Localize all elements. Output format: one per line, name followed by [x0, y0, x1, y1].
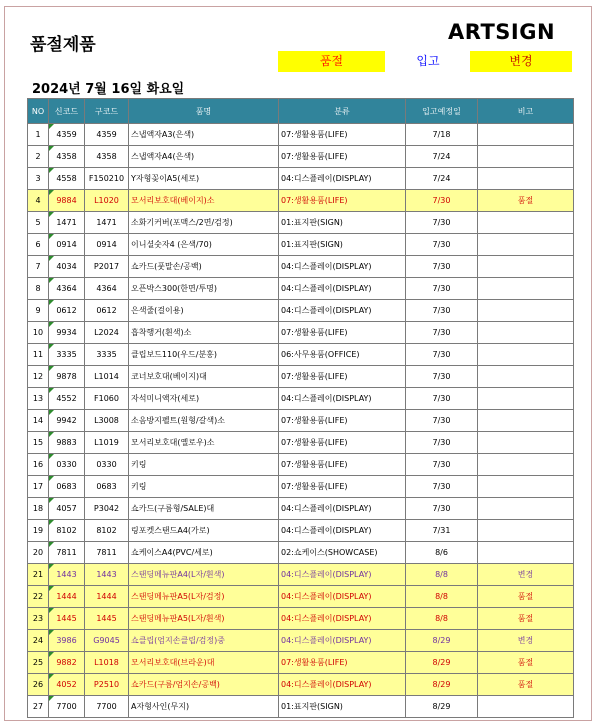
- cell-restock-date: 7/30: [406, 278, 478, 300]
- cell-new-code: 4358: [49, 146, 85, 168]
- cell-category: 04:디스플레이(DISPLAY): [279, 674, 406, 696]
- cell-restock-date: 7/30: [406, 256, 478, 278]
- table-header-row: [28, 99, 574, 124]
- cell-new-code: 1471: [49, 212, 85, 234]
- cell-new-code: 4034: [49, 256, 85, 278]
- cell-product-name: 쇼카드(구름형/SALE)대: [129, 498, 279, 520]
- cell-note: [478, 432, 574, 454]
- cell-category: 07:생활용품(LIFE): [279, 432, 406, 454]
- cell-new-code: 9882: [49, 652, 85, 674]
- cell-product-name: 이니셜숫자4 (은색/70): [129, 234, 279, 256]
- cell-note: 품절: [478, 608, 574, 630]
- col-header-restock-date: 입고예정일: [406, 99, 478, 124]
- legend-soldout: 품절: [278, 51, 385, 72]
- cell-product-name: 쇼클립(엄지손클립/검정)중: [129, 630, 279, 652]
- cell-restock-date: 7/30: [406, 234, 478, 256]
- cell-old-code: 3335: [85, 344, 129, 366]
- cell-category: 07:생활용품(LIFE): [279, 146, 406, 168]
- cell-new-code: 9884: [49, 190, 85, 212]
- cell-note: [478, 410, 574, 432]
- cell-new-code: 0330: [49, 454, 85, 476]
- table-row: [28, 608, 574, 630]
- cell-note: [478, 322, 574, 344]
- cell-old-code: 1443: [85, 564, 129, 586]
- cell-category: 07:생활용품(LIFE): [279, 476, 406, 498]
- cell-restock-date: 8/29: [406, 674, 478, 696]
- cell-product-name: 쇼카드(풋말손/공백): [129, 256, 279, 278]
- cell-category: 01:표지판(SIGN): [279, 696, 406, 718]
- cell-old-code: 0612: [85, 300, 129, 322]
- table-row: [28, 190, 574, 212]
- cell-category: 02:쇼케이스(SHOWCASE): [279, 542, 406, 564]
- cell-product-name: A자형사인(무지): [129, 696, 279, 718]
- cell-old-code: L3008: [85, 410, 129, 432]
- cell-note: [478, 146, 574, 168]
- cell-no: 5: [28, 212, 49, 234]
- cell-old-code: 7811: [85, 542, 129, 564]
- cell-product-name: 스탠딩메뉴판A4(L자/흰색): [129, 564, 279, 586]
- cell-old-code: 7700: [85, 696, 129, 718]
- cell-note: [478, 344, 574, 366]
- table-row: [28, 498, 574, 520]
- table-row: [28, 410, 574, 432]
- cell-category: 07:생활용품(LIFE): [279, 322, 406, 344]
- table-row: [28, 234, 574, 256]
- cell-restock-date: 8/29: [406, 630, 478, 652]
- cell-product-name: 오픈박스300(한면/투명): [129, 278, 279, 300]
- cell-note: 품절: [478, 674, 574, 696]
- cell-no: 12: [28, 366, 49, 388]
- cell-old-code: 4364: [85, 278, 129, 300]
- table-row: [28, 564, 574, 586]
- col-header-note: 비고: [478, 99, 574, 124]
- table-row: [28, 124, 574, 146]
- cell-note: 변경: [478, 564, 574, 586]
- cell-new-code: 4052: [49, 674, 85, 696]
- cell-no: 3: [28, 168, 49, 190]
- cell-product-name: 자석미니액자(세로): [129, 388, 279, 410]
- cell-old-code: L1018: [85, 652, 129, 674]
- cell-new-code: 4364: [49, 278, 85, 300]
- cell-category: 04:디스플레이(DISPLAY): [279, 586, 406, 608]
- cell-note: [478, 168, 574, 190]
- cell-no: 10: [28, 322, 49, 344]
- cell-note: 품절: [478, 652, 574, 674]
- cell-old-code: 0683: [85, 476, 129, 498]
- cell-category: 04:디스플레이(DISPLAY): [279, 278, 406, 300]
- cell-product-name: 흡착행거(흰색)소: [129, 322, 279, 344]
- cell-restock-date: 7/31: [406, 520, 478, 542]
- cell-new-code: 1443: [49, 564, 85, 586]
- cell-category: 04:디스플레이(DISPLAY): [279, 256, 406, 278]
- cell-no: 15: [28, 432, 49, 454]
- table-row: [28, 586, 574, 608]
- cell-new-code: 0683: [49, 476, 85, 498]
- cell-old-code: L1019: [85, 432, 129, 454]
- cell-old-code: 0330: [85, 454, 129, 476]
- cell-no: 18: [28, 498, 49, 520]
- cell-restock-date: 7/30: [406, 300, 478, 322]
- cell-category: 07:생활용품(LIFE): [279, 366, 406, 388]
- cell-product-name: 모서리보호대(베이지)소: [129, 190, 279, 212]
- table-row: [28, 322, 574, 344]
- cell-new-code: 7700: [49, 696, 85, 718]
- cell-product-name: 모서리보호대(브라운)대: [129, 652, 279, 674]
- cell-restock-date: 8/8: [406, 608, 478, 630]
- col-header-category: 분류: [279, 99, 406, 124]
- cell-restock-date: 7/30: [406, 388, 478, 410]
- cell-old-code: F150210: [85, 168, 129, 190]
- cell-old-code: P2510: [85, 674, 129, 696]
- table-row: [28, 454, 574, 476]
- cell-no: 7: [28, 256, 49, 278]
- cell-no: 23: [28, 608, 49, 630]
- cell-product-name: 스냅액자A4(은색): [129, 146, 279, 168]
- cell-old-code: L2024: [85, 322, 129, 344]
- cell-note: [478, 388, 574, 410]
- cell-restock-date: 7/30: [406, 498, 478, 520]
- cell-category: 04:디스플레이(DISPLAY): [279, 630, 406, 652]
- cell-category: 04:디스플레이(DISPLAY): [279, 300, 406, 322]
- cell-new-code: 4057: [49, 498, 85, 520]
- table-row: [28, 432, 574, 454]
- cell-restock-date: 7/30: [406, 190, 478, 212]
- cell-product-name: 모서리보호대(옐로우)소: [129, 432, 279, 454]
- cell-old-code: 4359: [85, 124, 129, 146]
- cell-category: 04:디스플레이(DISPLAY): [279, 520, 406, 542]
- cell-product-name: 소음방지펠트(원형/갈색)소: [129, 410, 279, 432]
- cell-new-code: 9934: [49, 322, 85, 344]
- cell-category: 04:디스플레이(DISPLAY): [279, 608, 406, 630]
- cell-category: 07:생활용품(LIFE): [279, 410, 406, 432]
- cell-old-code: L1020: [85, 190, 129, 212]
- cell-note: [478, 476, 574, 498]
- cell-category: 04:디스플레이(DISPLAY): [279, 498, 406, 520]
- cell-category: 07:생활용품(LIFE): [279, 652, 406, 674]
- cell-no: 25: [28, 652, 49, 674]
- cell-restock-date: 8/8: [406, 586, 478, 608]
- cell-no: 22: [28, 586, 49, 608]
- cell-new-code: 1445: [49, 608, 85, 630]
- cell-new-code: 9942: [49, 410, 85, 432]
- cell-note: [478, 542, 574, 564]
- cell-no: 20: [28, 542, 49, 564]
- cell-product-name: 쇼케이스A4(PVC/세로): [129, 542, 279, 564]
- report-date: 2024년 7월 16일 화요일: [32, 82, 185, 97]
- table-row: [28, 388, 574, 410]
- cell-new-code: 9883: [49, 432, 85, 454]
- cell-new-code: 3335: [49, 344, 85, 366]
- table-row: [28, 344, 574, 366]
- table-row: [28, 542, 574, 564]
- cell-product-name: 스탠딩메뉴판A5(L자/흰색): [129, 608, 279, 630]
- cell-product-name: 소화기커버(포맥스/2면/검정): [129, 212, 279, 234]
- cell-new-code: 8102: [49, 520, 85, 542]
- cell-note: [478, 278, 574, 300]
- cell-new-code: 4552: [49, 388, 85, 410]
- cell-new-code: 3986: [49, 630, 85, 652]
- cell-no: 27: [28, 696, 49, 718]
- table-row: [28, 674, 574, 696]
- cell-new-code: 0914: [49, 234, 85, 256]
- cell-old-code: 1445: [85, 608, 129, 630]
- table-row: [28, 476, 574, 498]
- cell-note: [478, 212, 574, 234]
- cell-no: 8: [28, 278, 49, 300]
- cell-category: 06:사무용품(OFFICE): [279, 344, 406, 366]
- cell-no: 1: [28, 124, 49, 146]
- cell-restock-date: 7/24: [406, 146, 478, 168]
- cell-product-name: 키링: [129, 454, 279, 476]
- cell-no: 17: [28, 476, 49, 498]
- cell-new-code: 9878: [49, 366, 85, 388]
- cell-restock-date: 7/30: [406, 212, 478, 234]
- table-row: [28, 520, 574, 542]
- cell-old-code: 1471: [85, 212, 129, 234]
- table-row: [28, 212, 574, 234]
- table-row: [28, 630, 574, 652]
- cell-restock-date: 7/30: [406, 322, 478, 344]
- cell-note: [478, 696, 574, 718]
- table-row: [28, 696, 574, 718]
- table-row: [28, 146, 574, 168]
- cell-old-code: 1444: [85, 586, 129, 608]
- cell-no: 16: [28, 454, 49, 476]
- cell-no: 24: [28, 630, 49, 652]
- cell-product-name: 클립보드110(우드/분홍): [129, 344, 279, 366]
- cell-no: 11: [28, 344, 49, 366]
- cell-no: 6: [28, 234, 49, 256]
- col-header-old-code: 구코드: [85, 99, 129, 124]
- cell-category: 07:생활용품(LIFE): [279, 190, 406, 212]
- cell-note: [478, 366, 574, 388]
- cell-no: 2: [28, 146, 49, 168]
- cell-no: 21: [28, 564, 49, 586]
- cell-restock-date: 7/24: [406, 168, 478, 190]
- cell-restock-date: 7/30: [406, 454, 478, 476]
- cell-restock-date: 7/18: [406, 124, 478, 146]
- cell-product-name: 키링: [129, 476, 279, 498]
- cell-restock-date: 8/29: [406, 696, 478, 718]
- cell-no: 19: [28, 520, 49, 542]
- cell-no: 13: [28, 388, 49, 410]
- cell-product-name: 쇼카드(구름/엄지손/공백): [129, 674, 279, 696]
- cell-category: 04:디스플레이(DISPLAY): [279, 388, 406, 410]
- cell-old-code: 8102: [85, 520, 129, 542]
- cell-product-name: 코너보호대(베이지)대: [129, 366, 279, 388]
- cell-restock-date: 8/29: [406, 652, 478, 674]
- cell-restock-date: 7/30: [406, 344, 478, 366]
- cell-new-code: 4558: [49, 168, 85, 190]
- cell-restock-date: 7/30: [406, 476, 478, 498]
- cell-category: 01:표지판(SIGN): [279, 212, 406, 234]
- table-row: [28, 278, 574, 300]
- cell-note: [478, 520, 574, 542]
- col-header-new-code: 신코드: [49, 99, 85, 124]
- cell-restock-date: 8/8: [406, 564, 478, 586]
- cell-product-name: 스탠딩메뉴판A5(L자/검정): [129, 586, 279, 608]
- cell-note: 변경: [478, 630, 574, 652]
- cell-note: 품절: [478, 190, 574, 212]
- cell-old-code: P3042: [85, 498, 129, 520]
- cell-old-code: 0914: [85, 234, 129, 256]
- cell-old-code: L1014: [85, 366, 129, 388]
- cell-note: [478, 498, 574, 520]
- cell-product-name: 은색줄(걸이용): [129, 300, 279, 322]
- cell-note: 품절: [478, 586, 574, 608]
- cell-old-code: F1060: [85, 388, 129, 410]
- col-header-product-name: 품명: [129, 99, 279, 124]
- cell-no: 4: [28, 190, 49, 212]
- cell-note: [478, 300, 574, 322]
- cell-old-code: G9045: [85, 630, 129, 652]
- col-header-no: NO: [28, 99, 49, 124]
- legend-restock: 입고: [392, 51, 464, 72]
- cell-old-code: P2017: [85, 256, 129, 278]
- cell-no: 26: [28, 674, 49, 696]
- cell-product-name: Y자형꽂이A5(세로): [129, 168, 279, 190]
- legend-changed: 변경: [470, 51, 572, 72]
- cell-note: [478, 454, 574, 476]
- soldout-table: [27, 98, 574, 718]
- table-row: [28, 168, 574, 190]
- cell-new-code: 7811: [49, 542, 85, 564]
- brand-logo: ARTSIGN: [448, 20, 556, 44]
- cell-note: [478, 234, 574, 256]
- cell-restock-date: 7/30: [406, 432, 478, 454]
- table-row: [28, 300, 574, 322]
- page-title: 품절제품: [30, 35, 96, 55]
- cell-product-name: 링포켓스탠드A4(가로): [129, 520, 279, 542]
- cell-new-code: 1444: [49, 586, 85, 608]
- cell-note: [478, 256, 574, 278]
- cell-category: 07:생활용품(LIFE): [279, 454, 406, 476]
- table-row: [28, 366, 574, 388]
- cell-category: 07:생활용품(LIFE): [279, 124, 406, 146]
- cell-no: 14: [28, 410, 49, 432]
- cell-note: [478, 124, 574, 146]
- cell-category: 04:디스플레이(DISPLAY): [279, 564, 406, 586]
- cell-category: 04:디스플레이(DISPLAY): [279, 168, 406, 190]
- cell-category: 01:표지판(SIGN): [279, 234, 406, 256]
- cell-product-name: 스냅액자A3(은색): [129, 124, 279, 146]
- table-row: [28, 652, 574, 674]
- cell-old-code: 4358: [85, 146, 129, 168]
- cell-no: 9: [28, 300, 49, 322]
- cell-new-code: 4359: [49, 124, 85, 146]
- table-row: [28, 256, 574, 278]
- cell-restock-date: 7/30: [406, 410, 478, 432]
- cell-restock-date: 8/6: [406, 542, 478, 564]
- cell-restock-date: 7/30: [406, 366, 478, 388]
- cell-new-code: 0612: [49, 300, 85, 322]
